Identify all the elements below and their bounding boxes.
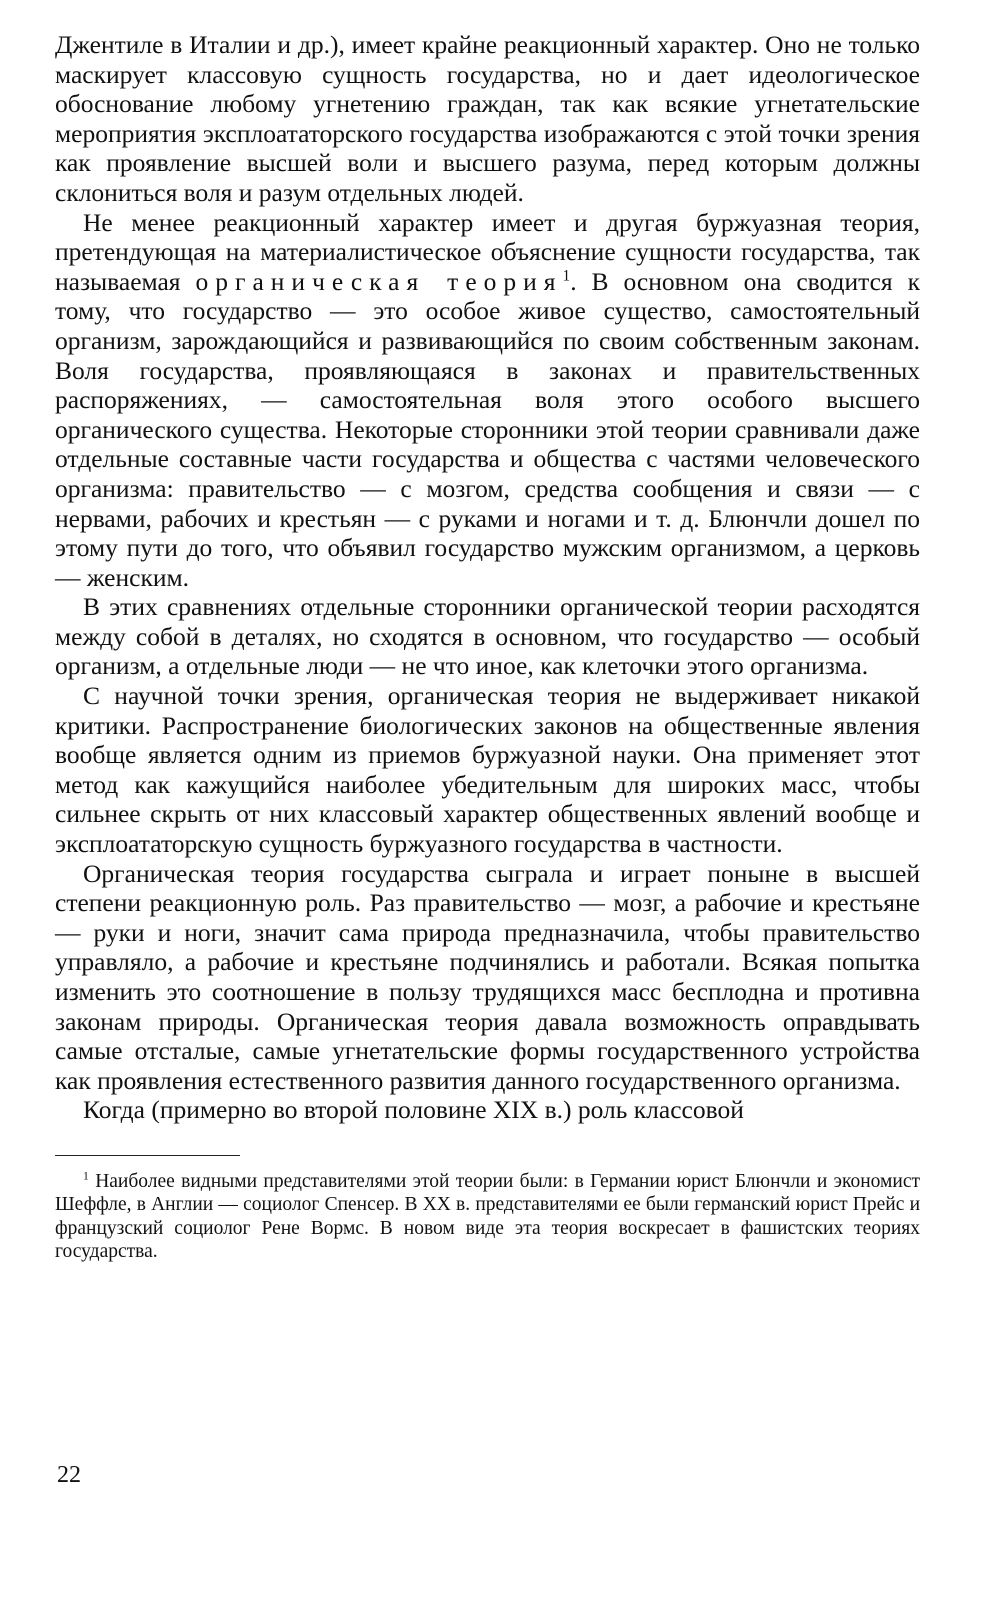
footnote [55,1170,920,1264]
paragraph-1: Джентиле в Италии и др.), имеет крайне реакционный характер. Оно не только маскирует классовую сущность государства, но и дает идеологическое обоснование любому угнетению граждан, так как всякие угнетательские мероприятия эксплоататорского государства изображаются с этой точки зрения как проявление высшей воли и высшего разума, перед которым должны склониться воля и разум отдельных людей. [55,30,920,207]
paragraph-4: С научной точки зрения, органическая теория не выдерживает никакой критики. Распространение биологических законов на общественные явления вообще является одним из приемов буржуазной науки. Она применяет этот метод как кажущийся наиболее убедительным для широких масс, чтобы сильнее скрыть от них классовый характер общественных явлений вообще и эксплоататорскую сущность буржуазного государства в частности. [55,681,920,859]
paragraph-2-text-before: Не менее реакционный характер имеет и другая буржуазная теория, претендующая на материалистическое объяснение сущности государства, так называемая [55,207,920,296]
spaced-term: органическая теория [195,266,563,296]
paragraph-2 [55,208,920,593]
footnote-text [55,1170,920,1264]
main-text [55,30,920,1125]
paragraph-5: Органическая теория государства сыграла и играет поныне в высшей степени реакционную роль. Раз правительство — мозг, а рабочие и крестьяне — руки и ноги, значит сама природа предназначила, чтобы правительство управляло, а рабочие и крестьяне подчинялись и работали. Всякая попытка изменить это соотношение в пользу трудящихся масс бесплодна и противна законам природы. Органическая теория давала возможность оправдывать самые отсталые, самые угнетательские формы государственного устройства как проявления естественного развития данного государственного организма. [55,858,920,1095]
footnote-reference: 1 [562,267,571,285]
page-number: 22 [57,1462,81,1488]
footnote-divider [55,1155,240,1156]
footnote-body: Наиболее видными представителями этой теории были: в Германии юрист Блюнчли и экономист Шеффле, в Англии — социолог Спенсер. В XX в. представителями ее были германский юрист Прейс и французский социолог Рене Вормс. В новом виде эта теория воскресает в фашистских теориях государства. [55,1170,920,1263]
paragraph-6: Когда (примерно во второй половине XIX в.) роль классовой [83,1095,744,1125]
footnote-marker: 1 [83,1169,89,1183]
paragraph-2-text-after: . В основном она сводится к тому, что государство — это особое живое существо, самостоятельный организм, зарождающийся и развивающийся по своим собственным законам. Воля государства, проявляющаяся в законах и правительственных распоряжениях, — самостоятельная воля этого особого высшего органического существа. Некоторые сторонники этой теории сравнивали даже отдельные составные части государства и общества с частями человеческого организма: правительство — с мозгом, средства сообщения и связи — с нервами, рабочих и крестьян — с руками и ногами и т. д. Блюнчли дошел по этому пути до того, что объявил государство мужским организмом, а церковь — женским. [55,266,921,592]
page [55,30,920,1264]
paragraph-3: В этих сравнениях отдельные сторонники органической теории расходятся между собой в деталях, но сходятся в основном, что государство — особый организм, а отдельные люди — не что иное, как клеточки этого организма. [55,592,920,681]
